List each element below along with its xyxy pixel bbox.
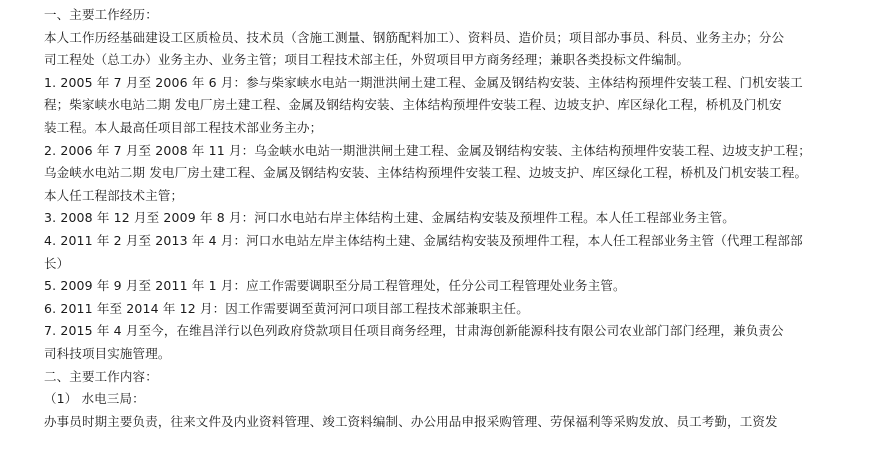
work-item-5: 5. 2009 年 9 月至 2011 年 1 月：应工作需要调职至分局工程管理处，任分公司工程管理处业务主管。 xyxy=(44,278,626,294)
work-item-1 xyxy=(44,72,832,140)
subsection-text: 办事员时期主要负责，往来文件及内业资料管理、竣工资料编制、办公用品申报采购管理、劳保福利等采购发放、员工考勤，工资发 xyxy=(44,413,778,429)
section-heading-work-history: 一、主要工作经历： xyxy=(44,7,158,22)
work-item-7-line: 7. 2015 年 4 月至今，在维昌洋行以色列政府贷款项目任项目商务经理，甘肃海创新能源科技有限公司农业部门部门经理，兼负责公 xyxy=(44,323,784,339)
work-item-2-line: 本人任工程部技术主管； xyxy=(44,187,184,203)
work-item-4-line: 4. 2011 年 2 月至 2013 年 4 月：河口水电站左岸主体结构土建、金属结构安装及预埋件工程，本人任工程部业务主管（代理工程部部 xyxy=(44,232,803,248)
work-item-2-line: 2. 2006 年 7 月至 2008 年 11 月：乌金峡水电站一期泄洪闸土建工程、金属及钢结构安装、主体结构预埋件安装工程、边坡支护工程； xyxy=(44,142,811,158)
work-item-2-line: 乌金峡水电站二期 发电厂房土建工程、金属及钢结构安装、主体结构预埋件安装工程、边坡支护、库区绿化工程，桥机及门机安装工程。 xyxy=(44,165,808,181)
work-item-7-line: 司科技项目实施管理。 xyxy=(44,345,171,361)
intro-line: 本人工作历经基础建设工区质检员、技术员（含施工测量、钢筋配料加工）、资料员、造价员；项目部办事员、科员、业务主办；分公 xyxy=(44,29,785,45)
resume-document xyxy=(44,4,832,433)
work-item-7 xyxy=(44,320,832,365)
section-heading-work-content: 二、主要工作内容： xyxy=(44,368,158,384)
work-item-6: 6. 2011 年至 2014 年 12 月：因工作需要调至黄河河口项目部工程技术部兼职主任。 xyxy=(44,300,529,316)
work-item-1-line: 装工程。本人最高任项目部工程技术部业务主办； xyxy=(44,119,323,135)
subsection-heading-hydro-bureau: （1） 水电三局： xyxy=(44,391,145,407)
work-item-1-line: 程；柴家峡水电站二期 发电厂房土建工程、金属及钢结构安装、主体结构预埋件安装工程、边坡支护、库区绿化工程，桥机及门机安 xyxy=(44,97,782,113)
intro-paragraph xyxy=(44,27,832,72)
work-item-3: 3. 2008 年 12 月至 2009 年 8 月：河口水电站右岸主体结构土建、金属结构安装及预埋件工程。本人任工程部业务主管。 xyxy=(44,210,735,226)
work-item-4 xyxy=(44,230,832,275)
intro-line: 司工程处（总工办）业务主办、业务主管；项目工程技术部主任，外贸项目甲方商务经理；兼职各类投标文件编制。 xyxy=(44,52,690,68)
work-item-4-line: 长） xyxy=(44,255,70,271)
work-item-1-line: 1. 2005 年 7 月至 2006 年 6 月：参与柴家峡水电站一期泄洪闸土建工程、金属及钢结构安装、主体结构预埋件安装工程、门机安装工 xyxy=(44,74,803,90)
work-item-2 xyxy=(44,140,832,208)
